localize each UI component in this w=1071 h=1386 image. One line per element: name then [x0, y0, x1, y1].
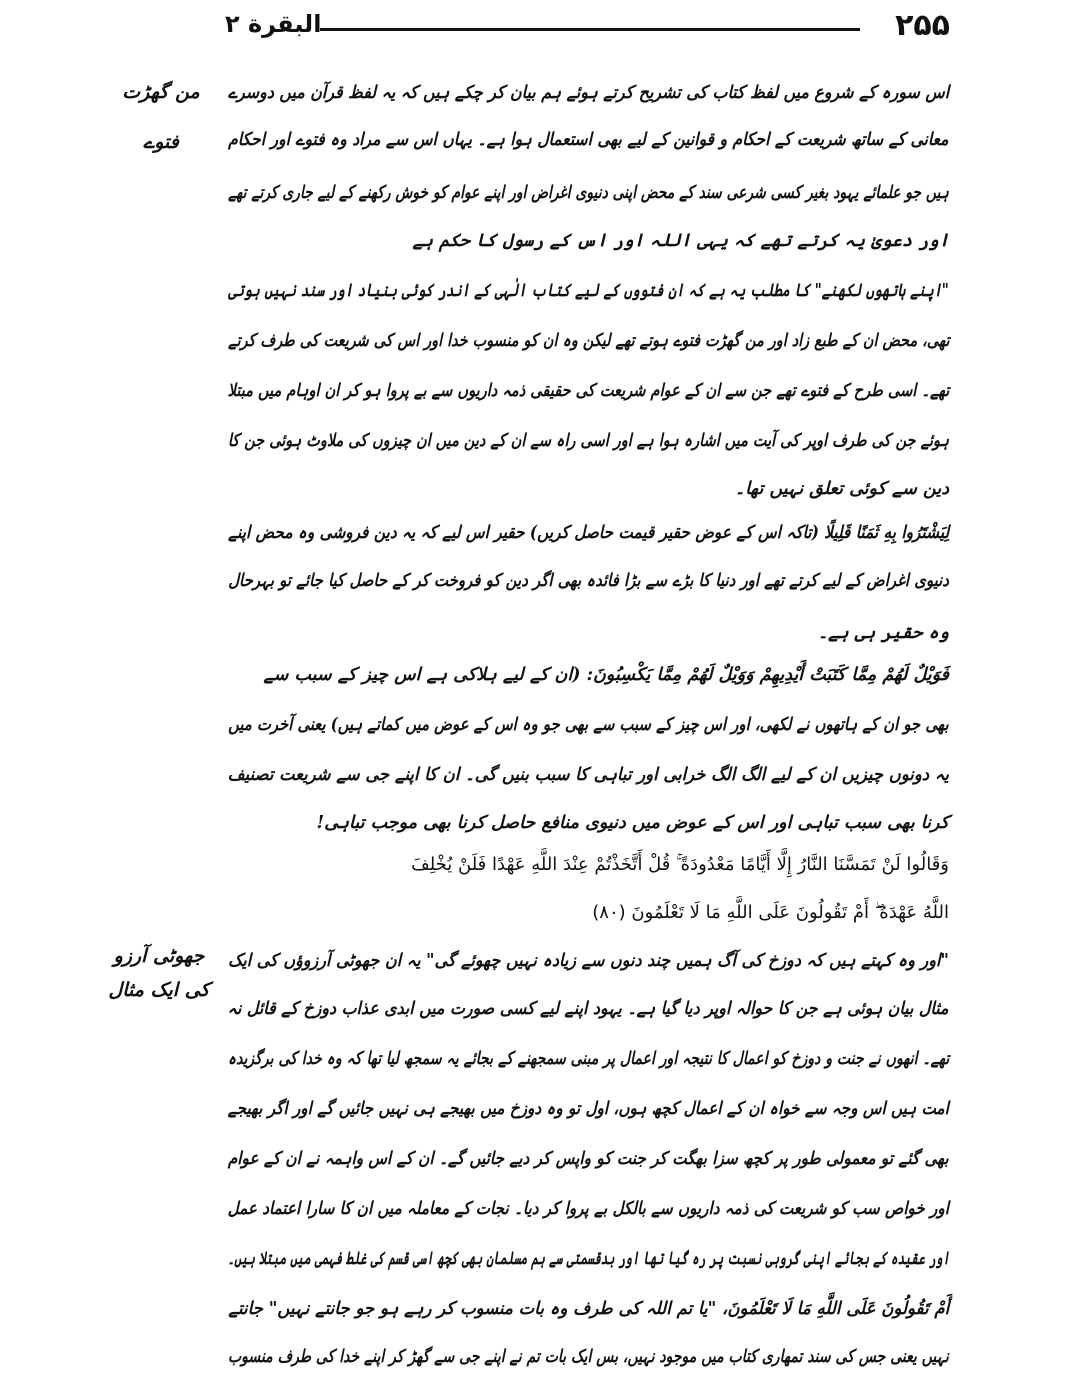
text-line: أَمْ تَقُولُونَ عَلَى اللَّهِ مَا لَا تَعْلَمُونَ، "یا تم اللہ کی طرف وہ بات منسوب کر رہے ہو جو جانتے نہیں" جانتے — [228, 1299, 949, 1319]
margin-note: کی ایک مثال — [108, 979, 210, 1001]
margin-note: من گھڑت — [122, 81, 200, 103]
text-line: بھی گئے تو معمولی طور پر کچھ سزا بھگت کر جنت کو واپس کر دیے جائیں گے۔ ان کے اس واہمہ نے ان کے عوام — [228, 1149, 949, 1169]
text-line: لِيَشْتَرُوا بِهِ ثَمَنًا قَلِيلًا (تاکہ اس کے عوض حقیر قیمت حاصل کریں) حقیر اس لیے کہ یہ دین فروشی وہ محض اپنے — [227, 523, 949, 543]
text-line: مثال بیان ہوئی ہے جن کا حوالہ اوپر دیا گیا ہے۔ یہود اپنے لیے کسی صورت میں ابدی عذاب دوزخ کے قائل نہ — [228, 999, 949, 1019]
text-line: تھی، محض ان کے طبع زاد اور من گھڑت فتوے ہوتے تھے لیکن وہ ان کو منسوب خدا اور اس کی شریعت کی طرف کرتے — [227, 331, 949, 351]
quran-verse-line: اللَّهُ عَهْدَهُ ۖ أَمْ تَقُولُونَ عَلَى اللَّهِ مَا لَا تَعْلَمُونَ (۸۰) — [592, 902, 949, 923]
text-line: "اپنے ہاتھوں لکھنے" کا مطلب یہ ہے کہ ان فتووں کے لیے کتاب الٰہی کے اندر کوئی بنیاد اور سند نہیں ہوتی — [228, 281, 949, 301]
text-line: یہ دونوں چیزیں ان کے لیے الگ الگ خرابی اور تباہی کا سبب بنیں گی۔ ان کا اپنے جی سے شریعت تصنیف — [227, 765, 949, 785]
header-rule — [320, 28, 860, 31]
margin-note: جھوٹی آرزو — [113, 945, 205, 967]
page-header — [225, 8, 950, 48]
text-line: "اور وہ کہتے ہیں کہ دوزخ کی آگ ہمیں چند دنوں سے زیادہ نہیں چھوئے گی" یہ ان جھوٹی آرزوؤں کی ایک — [228, 951, 949, 971]
text-line: تھے۔ اسی طرح کے فتوے تھے جن سے ان کے عوام شریعت کی حقیقی ذمہ داریوں سے بے پروا ہو کر ان اوہام میں مبتلا — [227, 381, 949, 401]
text-line: معانی کے ساتھ شریعت کے احکام و قوانین کے لیے بھی استعمال ہوا ہے۔ یہاں اس سے مراد وہ فتوے اور احکام — [228, 130, 949, 150]
text-line: ہوئے جن کی طرف اوپر کی آیت میں اشارہ ہوا ہے اور اسی راہ سے ان کے دین میں ان چیزوں کی ملاوٹ ہوئی جن کا — [227, 431, 949, 451]
running-title: البقرة ۲ — [225, 10, 322, 38]
text-line: ہیں جو علمائے یہود بغیر کسی شرعی سند کے محض اپنی دنیوی اغراض اور اپنے عوام کو خوش رکھنے کے لیے جاری کرتے تھے — [228, 183, 949, 203]
quran-verse-line: وَقَالُوا لَنْ تَمَسَّنَا النَّارُ إِلَّا أَيَّامًا مَعْدُودَةً ۚ قُلْ أَتَّخَذْتُمْ عِنْدَ اللَّهِ عَهْدًا فَلَنْ يُخْلِفَ — [411, 854, 949, 875]
text-line: فَوَيْلٌ لَهُمْ مِمَّا كَتَبَتْ أَيْدِيهِمْ وَوَيْلٌ لَهُمْ مِمَّا يَكْسِبُونَ: (ان کے لیے ہلاکی ہے اس چیز کے سبب سے — [263, 665, 949, 685]
text-line: امت ہیں اس وجہ سے خواہ ان کے اعمال کچھ ہوں، اول تو وہ دوزخ میں بھیجے ہی نہیں جائیں گے اور اگر بھیجے — [227, 1099, 949, 1119]
text-line: دنیوی اغراض کے لیے کرتے تھے اور دنیا کا بڑے سے بڑا فائدہ بھی اگر دین کو فروخت کر کے حاصل کیا جائے تو بہرحال — [228, 571, 949, 591]
text-line: تھے۔ انھوں نے جنت و دوزخ کو اعمال کا نتیجہ اور اعمال پر مبنی سمجھنے کے بجائے یہ سمجھ لیا تھا کہ وہ خدا کی برگزیدہ — [227, 1049, 949, 1069]
margin-note: فتوے — [143, 131, 179, 153]
text-line: اور دعویٰ یہ کرتے تھے کہ یہی اللہ اور اس کے رسول کا حکم ہے — [412, 231, 949, 251]
text-line: بھی جو ان کے ہاتھوں نے لکھی، اور اس چیز کے سبب سے بھی جو وہ اس کے عوض میں کماتے ہیں) یعنی آخرت میں — [228, 715, 949, 735]
text-line: وہ حقیر ہی ہے۔ — [817, 623, 949, 643]
text-line: اور عقیدہ کے بجائے اپنی گروہی نسبت پر رہ گیا تھا اور بدقسمتی سے ہم مسلمان بھی کچھ اسی قسم کی غلط فہمی میں مبتلا ہیں۔ — [227, 1249, 949, 1269]
text-line: نہیں یعنی جس کی سند تمھاری کتاب میں موجود نہیں، بس ایک بات تم نے اپنے جی سے گھڑ کر اپنے خدا کی طرف منسوب — [228, 1347, 949, 1367]
page-number: ۲۵۵ — [895, 8, 950, 43]
text-line: اس سورہ کے شروع میں لفظ کتاب کی تشریح کرتے ہوئے ہم بیان کر چکے ہیں کہ یہ لفظ قرآن میں دوسرے — [227, 83, 949, 103]
text-line: کرنا بھی سبب تباہی اور اس کے عوض میں دنیوی منافع حاصل کرنا بھی موجب تباہی! — [316, 813, 949, 833]
text-line: دین سے کوئی تعلق نہیں تھا۔ — [734, 479, 949, 499]
text-line: اور خواص سب کو شریعت کی ذمہ داریوں سے بالکل بے پروا کر دیا۔ نجات کے معاملہ میں ان کا سارا اعتماد عمل — [227, 1199, 949, 1219]
